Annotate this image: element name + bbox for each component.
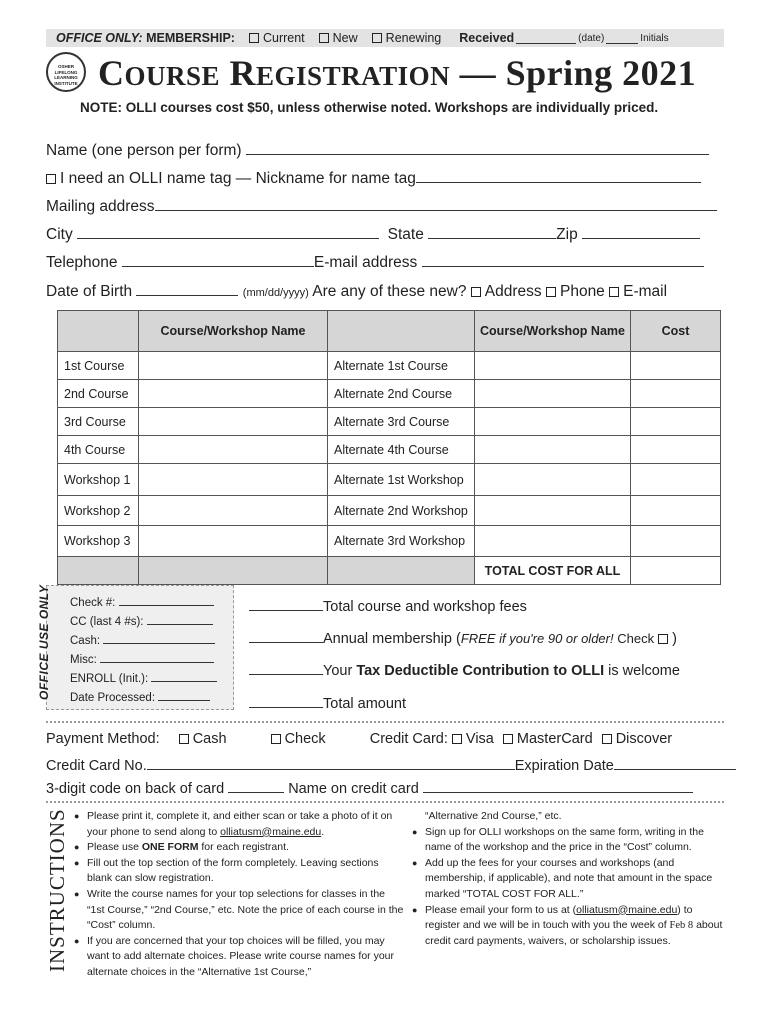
- divider: [46, 801, 724, 803]
- office-misc-field[interactable]: [100, 651, 214, 663]
- office-use-label: OFFICE USE ONLY: [37, 584, 51, 700]
- office-misc-row: Misc:: [70, 651, 214, 666]
- olli-logo: [46, 52, 86, 92]
- nametag-label: I need an OLLI name tag — Nickname for name tag: [60, 170, 416, 187]
- name-row: [46, 139, 709, 160]
- card-number-field[interactable]: [147, 754, 515, 770]
- email-label: E-mail address: [313, 254, 418, 271]
- instructions-col-2: [412, 809, 724, 949]
- instructions-col-1: [74, 809, 404, 981]
- instruction-item: ● Add up the fees for your courses and workshops (and membership, if applicable), and note that amount in the space marked “TOTAL COST FOR ALL.”: [412, 856, 724, 903]
- alt-row-label: Alternate 3rd Course: [328, 408, 475, 436]
- renewing-label: Renewing: [385, 31, 442, 45]
- address-field[interactable]: [155, 195, 717, 211]
- total-amount-field[interactable]: [249, 692, 323, 708]
- office-check-row: Check #:: [70, 594, 214, 609]
- telephone-field[interactable]: [122, 251, 314, 267]
- cost-cell[interactable]: [631, 526, 721, 557]
- office-check-field[interactable]: [119, 594, 214, 606]
- course-name-cell[interactable]: [139, 464, 328, 496]
- cash-checkbox[interactable]: [179, 734, 189, 744]
- alt-course-name-cell[interactable]: [475, 496, 631, 526]
- office-cash-field[interactable]: [103, 632, 215, 644]
- membership-fee-field[interactable]: [249, 627, 323, 643]
- alt-row-label: Alternate 2nd Workshop: [328, 496, 475, 526]
- new-address-label: Address: [484, 283, 542, 300]
- row-label: 4th Course: [58, 436, 139, 464]
- annual-membership-row: Annual membership (FREE if you're 90 or older! Check ): [249, 627, 677, 647]
- new-phone-checkbox[interactable]: [546, 287, 556, 297]
- alt-course-name-cell[interactable]: [475, 380, 631, 408]
- table-row: [58, 352, 721, 380]
- cost-cell[interactable]: [631, 352, 721, 380]
- nickname-field[interactable]: [416, 167, 701, 183]
- card-code-row: 3-digit code on back of card Name on credit card: [46, 777, 693, 797]
- course-name-cell[interactable]: [139, 496, 328, 526]
- header-course-name: Course/Workshop Name: [139, 311, 328, 352]
- instruction-item: ● Write the course names for your top selections for classes in the “1st Course,” “2nd Course,” etc. Note the price of each course in the “Cost” column.: [74, 887, 404, 934]
- instruction-item: ● Fill out the top section of the form completely. Leaving sections blank can slow registration.: [74, 856, 404, 887]
- initials-label: Initials: [640, 32, 669, 44]
- instruction-item: ● Please email your form to us at (olliatusm@maine.edu) to register and we will be in touch with you the week of Feb 8 about credit card payments, waivers, or scholarship issues.: [412, 903, 724, 950]
- new-label: New: [332, 31, 358, 45]
- current-checkbox[interactable]: [249, 33, 259, 43]
- course-name-cell[interactable]: [139, 352, 328, 380]
- date-label: (date): [578, 32, 605, 44]
- alt-row-label: Alternate 2nd Course: [328, 380, 475, 408]
- alt-course-name-cell[interactable]: [475, 352, 631, 380]
- alt-course-name-cell[interactable]: [475, 408, 631, 436]
- city-row: [46, 223, 700, 244]
- zip-field[interactable]: [582, 223, 700, 239]
- new-checkbox[interactable]: [319, 33, 329, 43]
- office-processed-row: Date Processed:: [70, 689, 210, 704]
- new-phone-label: Phone: [559, 283, 605, 300]
- row-label: Workshop 2: [58, 496, 139, 526]
- nametag-checkbox[interactable]: [46, 174, 56, 184]
- alt-course-name-cell[interactable]: [475, 464, 631, 496]
- instructions-label: INSTRUCTIONS: [45, 808, 69, 972]
- contribution-row: Your Tax Deductible Contribution to OLLI is welcome: [249, 659, 680, 679]
- course-name-cell[interactable]: [139, 380, 328, 408]
- cost-cell[interactable]: [631, 464, 721, 496]
- table-row: [58, 496, 721, 526]
- office-cash-row: Cash:: [70, 632, 215, 647]
- city-label: City: [46, 226, 73, 243]
- received-date-field[interactable]: [516, 32, 576, 44]
- membership-label: MEMBERSHIP:: [146, 31, 235, 45]
- cost-cell[interactable]: [631, 380, 721, 408]
- card-number-row: Credit Card No. Expiration Date: [46, 754, 736, 774]
- logo-text: OSHER LIFELONG LEARNING INSTITUTE: [54, 64, 78, 86]
- divider: [46, 721, 724, 723]
- instruction-item: ● Please use ONE FORM for each registrant.: [74, 840, 404, 856]
- phone-row: [46, 251, 704, 272]
- total-cost-label: TOTAL COST FOR ALL: [475, 557, 631, 585]
- office-enroll-row: ENROLL (Init.):: [70, 670, 217, 685]
- name-field[interactable]: [246, 139, 709, 155]
- table-row: [58, 436, 721, 464]
- page-title: COURSE REGISTRATION — Spring 2021: [98, 53, 697, 93]
- address-label: Mailing address: [46, 198, 155, 215]
- instruction-continued: “Alternative 2nd Course,” etc.: [425, 810, 562, 822]
- table-row: [58, 464, 721, 496]
- pricing-note: NOTE: OLLI courses cost $50, unless otherwise noted. Workshops are individually priced.: [80, 100, 659, 115]
- row-label: 3rd Course: [58, 408, 139, 436]
- instruction-item: ● Sign up for OLLI workshops on the same form, writing in the name of the workshop and the price in the “Cost” column.: [412, 825, 724, 856]
- contribution-field[interactable]: [249, 659, 323, 675]
- new-address-checkbox[interactable]: [471, 287, 481, 297]
- row-label: Workshop 1: [58, 464, 139, 496]
- dob-format: (mm/dd/yyyy): [242, 287, 309, 299]
- row-label: 1st Course: [58, 352, 139, 380]
- instruction-item: ● Please print it, complete it, and either scan or take a photo of it on your phone to send along to olliatusm@maine.edu.: [74, 809, 404, 840]
- new-question: Are any of these new?: [312, 283, 467, 300]
- new-email-label: E-mail: [623, 283, 668, 300]
- office-processed-field[interactable]: [158, 689, 210, 701]
- office-cc-field[interactable]: [147, 613, 213, 625]
- email-link[interactable]: olliatusm@maine.edu: [220, 825, 322, 838]
- name-on-card-field[interactable]: [423, 777, 693, 793]
- header-alt-course-name: Course/Workshop Name: [475, 311, 631, 352]
- address-row: [46, 195, 717, 216]
- office-cc-row: CC (last 4 #s):: [70, 613, 213, 628]
- table-row: [58, 380, 721, 408]
- table-row: [58, 526, 721, 557]
- telephone-label: Telephone: [46, 254, 118, 271]
- office-only-bar: [46, 29, 724, 47]
- alt-course-name-cell[interactable]: [475, 436, 631, 464]
- state-field[interactable]: [428, 223, 556, 239]
- total-amount-row: Total amount: [249, 692, 406, 712]
- payment-method-row: Payment Method: Cash Check Credit Card: Visa MasterCard Discover: [46, 731, 673, 747]
- total-fees-field[interactable]: [249, 595, 323, 611]
- course-name-cell[interactable]: [139, 526, 328, 557]
- nametag-row: [46, 167, 701, 188]
- free-membership-checkbox[interactable]: [658, 634, 668, 644]
- row-label: 2nd Course: [58, 380, 139, 408]
- email-field[interactable]: [422, 251, 704, 267]
- cost-cell[interactable]: [631, 408, 721, 436]
- total-row: [58, 557, 721, 585]
- email-link[interactable]: olliatusm@maine.edu: [576, 903, 678, 916]
- zip-label: Zip: [556, 226, 578, 243]
- cost-cell[interactable]: [631, 436, 721, 464]
- office-enroll-field[interactable]: [151, 670, 217, 682]
- total-cost-cell[interactable]: [631, 557, 721, 585]
- alt-course-name-cell[interactable]: [475, 526, 631, 557]
- mastercard-checkbox[interactable]: [503, 734, 513, 744]
- renewing-checkbox[interactable]: [372, 33, 382, 43]
- expiration-field[interactable]: [614, 754, 736, 770]
- table-header-row: [58, 311, 721, 352]
- cost-cell[interactable]: [631, 496, 721, 526]
- check-checkbox[interactable]: [271, 734, 281, 744]
- name-label: Name (one person per form): [46, 142, 242, 159]
- course-name-cell[interactable]: [139, 436, 328, 464]
- alt-row-label: Alternate 1st Course: [328, 352, 475, 380]
- city-field[interactable]: [77, 223, 379, 239]
- total-fees-row: Total course and workshop fees: [249, 595, 527, 615]
- alt-row-label: Alternate 4th Course: [328, 436, 475, 464]
- dob-field[interactable]: [136, 280, 238, 296]
- initials-field[interactable]: [606, 32, 638, 44]
- alt-row-label: Alternate 1st Workshop: [328, 464, 475, 496]
- office-only-label: OFFICE ONLY:: [56, 31, 143, 45]
- instruction-item: ● If you are concerned that your top choices will be filled, you may want to add alternate choices. Please write course names for your alternate choices in the “Alternative 1st Course,”: [74, 934, 404, 981]
- dob-label: Date of Birth: [46, 283, 133, 300]
- new-email-checkbox[interactable]: [609, 287, 619, 297]
- received-label: Received: [459, 31, 515, 45]
- discover-checkbox[interactable]: [602, 734, 612, 744]
- state-label: State: [387, 226, 424, 243]
- row-label: Workshop 3: [58, 526, 139, 557]
- dob-row: [46, 280, 667, 301]
- header-cost: Cost: [631, 311, 721, 352]
- security-code-field[interactable]: [228, 777, 284, 793]
- alt-row-label: Alternate 3rd Workshop: [328, 526, 475, 557]
- table-row: [58, 408, 721, 436]
- course-name-cell[interactable]: [139, 408, 328, 436]
- current-label: Current: [262, 31, 305, 45]
- visa-checkbox[interactable]: [452, 734, 462, 744]
- course-table: [57, 310, 721, 585]
